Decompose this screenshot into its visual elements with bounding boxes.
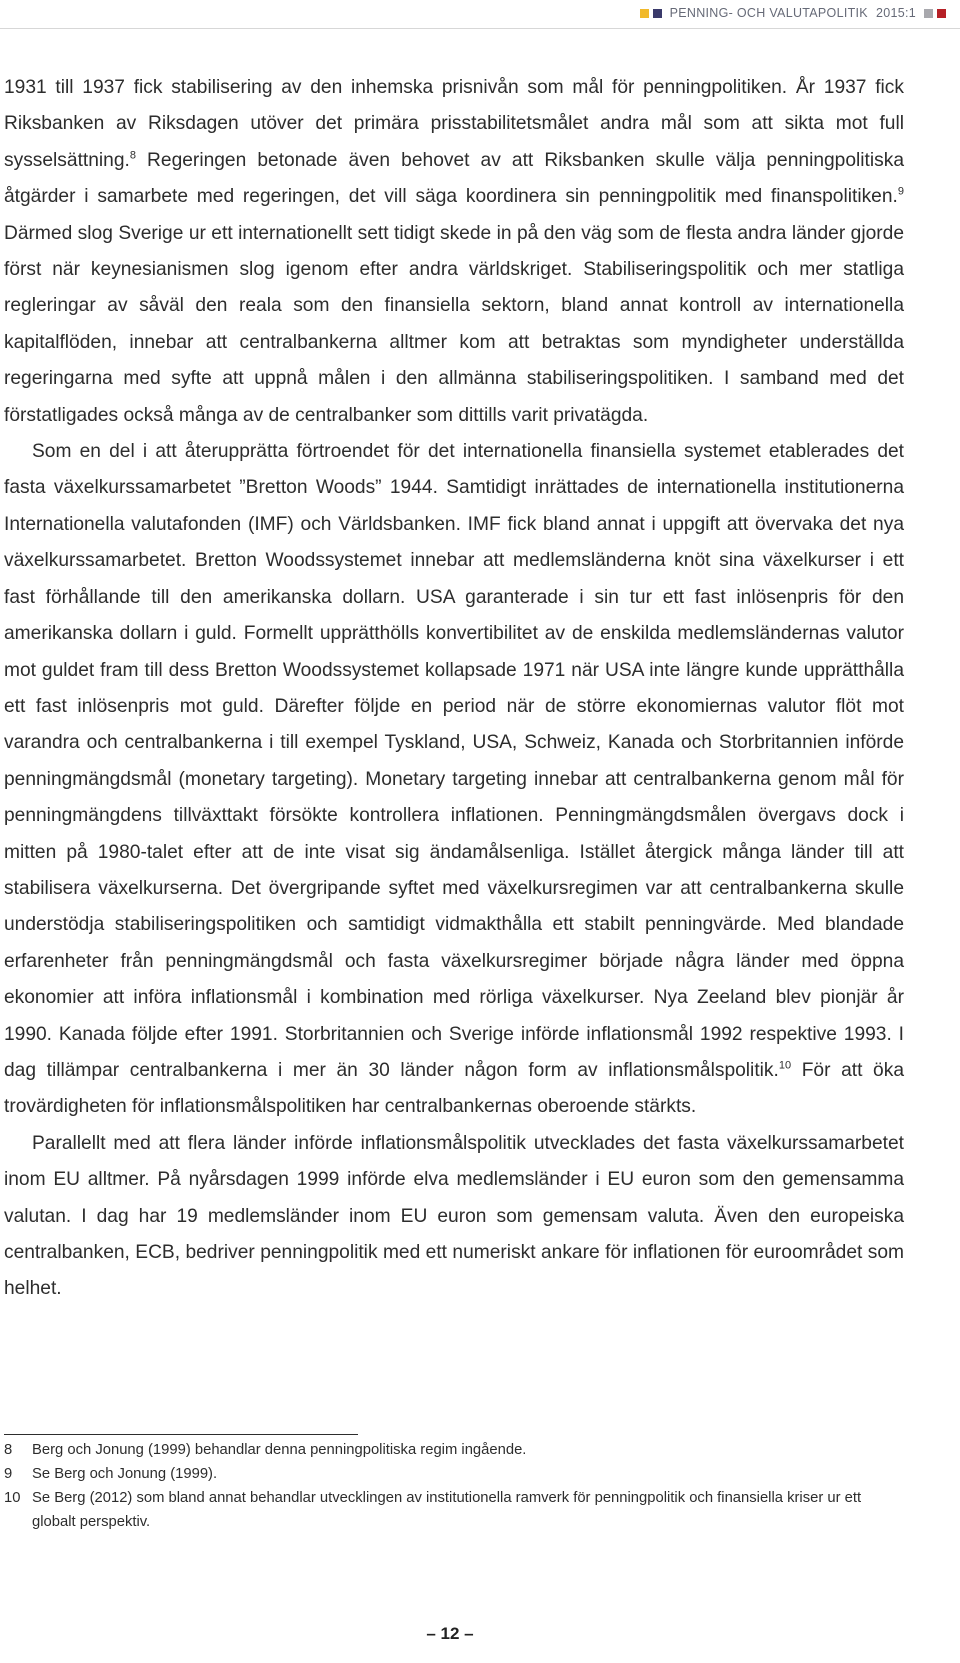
footnote-number: 10	[4, 1490, 21, 1506]
footnote-9	[4, 1462, 904, 1486]
publication-title: PENNING- OCH VALUTAPOLITIK	[669, 6, 868, 20]
footnote-ref-8[interactable]: 8	[129, 149, 136, 162]
footnote-10	[4, 1486, 904, 1534]
footnote-text: Berg och Jonung (1999) behandlar denna penningpolitiska regim ingående.	[32, 1442, 527, 1458]
header-divider	[0, 28, 960, 29]
paragraph-1-text-a: 1931 till 1937 fick stabilisering av den inhemska prisnivån som mål för penningpolitiken. År 1937 fick Riksbanken av Riksdagen utöver det primära prisstabilitetsmålet andra mål som att sikta mot full sysselsättning.	[4, 77, 904, 171]
red-square-icon	[937, 9, 946, 18]
footnote-ref-10[interactable]: 10	[778, 1059, 792, 1072]
body-text	[4, 70, 904, 1308]
grey-square-icon	[924, 9, 933, 18]
footnote-number: 8	[4, 1442, 13, 1458]
footnote-divider	[4, 1434, 358, 1435]
paragraph-2-text-a: Som en del i att återupprätta förtroendet för det internationella finansiella systemet etablerades det fasta växelkurssamarbetet ”Bretton Woods” 1944. Samtidigt inrättades de internationella institutionerna Internationella valutafonden (IMF) och Världsbanken. IMF fick bland annat i uppgift att övervaka det nya växelkurssamarbetet. Bretton Woodssystemet innebar att medlemsländerna knöt sina växelkurser i ett fast förhållande till den amerikanska dollarn. USA garanterade i sin tur ett fast inlösenpris för den amerikanska dollarn i guld. Formellt upprätthölls konvertibilitet av de enskilda medlemsländernas valutor mot guldet fram till dess Bretton Woodssystemet kollapsade 1971 när USA inte längre kunde upprätthålla ett fast inlösenpris mot guld. Därefter följde en period när de större ekonomiernas valutor flöt mot varandra och centralbankerna i till exempel Tyskland, USA, Schweiz, Kanada och Storbritannien införde penningmängdsmål (monetary targeting). Monetary targeting innebar att centralbankerna genom mål för penningmängdens tillväxttakt försökte kontrollera inflationen. Penningmängdsmålen övergavs dock i mitten på 1980-talet efter att de inte visat sig ändamålsenliga. Istället återgick många länder till att stabilisera växelkurserna. Det övergripande syftet med växelkursregimen var att centralbankerna skulle understödja stabiliseringspolitiken och samtidigt vidmakthålla ett stabilt penningvärde. Med blandade erfarenheter från penningmängdsmål och fasta växelkursregimer började några länder med öppna ekonomier att införa inflationsmål i kombination med rörliga växelkurser. Nya Zeeland blev pionjär år 1990. Kanada följde efter 1991. Storbritannien och Sverige införde inflationsmål 1992 respektive 1993. I dag tillämpar centralbankerna i mer än 30 länder någon form av inflationsmålspolitik.	[4, 441, 904, 1081]
paragraph-2-text-b: För att öka trovärdigheten för inflationsmålspolitiken har centralbankernas oberoende stärkts.	[4, 1059, 904, 1118]
running-header	[640, 4, 946, 22]
footnotes	[4, 1438, 904, 1534]
footnote-ref-9[interactable]: 9	[897, 185, 904, 198]
yellow-square-icon	[640, 9, 649, 18]
paragraph-1	[4, 70, 904, 434]
footnote-text: Se Berg (2012) som bland annat behandlar utvecklingen av institutionella ramverk för penningpolitik och finansiella kriser ur ett globalt perspektiv.	[32, 1490, 862, 1530]
paragraph-2	[4, 434, 904, 1126]
navy-square-icon	[653, 9, 662, 18]
footnote-text: Se Berg och Jonung (1999).	[32, 1466, 218, 1482]
footnote-number: 9	[4, 1466, 13, 1482]
paragraph-3: Parallellt med att flera länder införde inflationsmålspolitik utvecklades det fasta växelkurssamarbetet inom EU alltmer. På nyårsdagen 1999 införde elva medlemsländer i EU euron som den gemensamma valutan. I dag har 19 medlemsländer inom EU euron som gemensam valuta. Även den europeiska centralbanken, ECB, bedriver penningpolitik med ett numeriskt ankare för inflationen för euroområdet som helhet.	[4, 1132, 904, 1300]
page-number: – 12 –	[426, 1624, 474, 1643]
paragraph-1-text-c: Därmed slog Sverige ur ett internationellt sett tidigt skede in på den väg som de flesta andra länder gjorde först när keynesianismen slog igenom efter andra världskriget. Stabiliseringspolitik och mer statliga regleringar av såväl den reala som den finansiella sektorn, bland annat kontroll av internationella kapitalflöden, innebar att centralbankerna alltmer kom att betraktas som myndigheter underställda regeringarna med syfte att uppnå målen i den allmänna stabiliseringspolitiken. I samband med det förstatligades också många av de centralbanker som dittills varit privatägda.	[4, 222, 904, 426]
issue-number: 2015:1	[875, 6, 916, 20]
paragraph-1-text-b: Regeringen betonade även behovet av att Riksbanken skulle välja penningpolitiska åtgärder i samarbete med regeringen, det vill säga koordinera sin penningpolitik med finanspolitiken.	[4, 149, 904, 208]
footnote-8	[4, 1438, 904, 1462]
